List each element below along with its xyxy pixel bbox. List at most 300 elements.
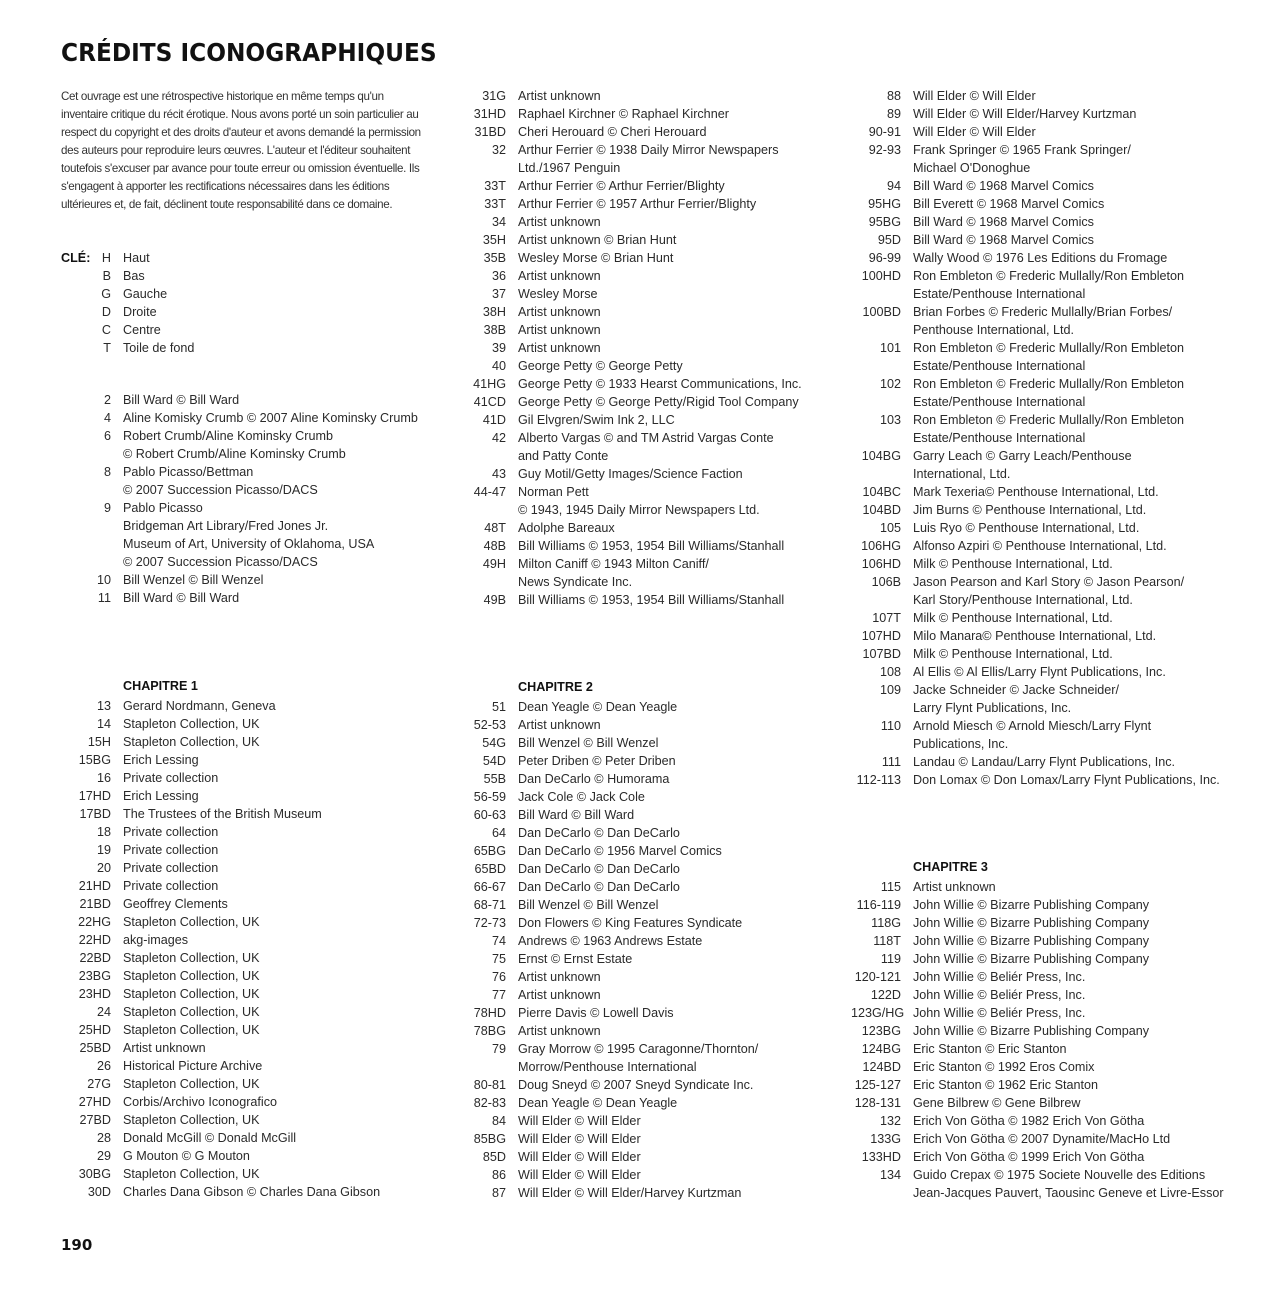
page-reference: 66-67 bbox=[473, 880, 506, 894]
credit-row bbox=[456, 465, 856, 483]
credit-row bbox=[61, 1165, 441, 1183]
credit-text: Ron Embleton © Frederic Mullally/Ron Embleton bbox=[913, 377, 1185, 391]
credit-row bbox=[456, 537, 856, 555]
key-meaning: Droite bbox=[123, 305, 157, 319]
credit-text: John Willie © Bizarre Publishing Company bbox=[913, 1024, 1150, 1038]
page-reference: 39 bbox=[491, 341, 506, 355]
credit-text: Wesley Morse bbox=[518, 287, 598, 301]
credit-row bbox=[851, 663, 1271, 681]
page-reference: 25BD bbox=[79, 1041, 111, 1055]
credit-row bbox=[61, 499, 441, 571]
credit-row bbox=[456, 195, 856, 213]
credit-row bbox=[851, 1112, 1271, 1130]
credit-row bbox=[851, 1040, 1271, 1058]
credit-text: Stapleton Collection, UK bbox=[123, 735, 260, 749]
credit-text: Historical Picture Archive bbox=[123, 1059, 263, 1073]
page-reference: 80-81 bbox=[473, 1078, 506, 1092]
page-reference: 54G bbox=[482, 736, 506, 750]
credit-text: Artist unknown bbox=[518, 215, 601, 229]
credit-text: Will Elder © Will Elder/Harvey Kurtzman bbox=[913, 107, 1137, 121]
credit-text: Adolphe Bareaux bbox=[518, 521, 615, 535]
page-reference: 14 bbox=[96, 717, 111, 731]
page-reference: 85BG bbox=[473, 1132, 506, 1146]
page-reference: 87 bbox=[491, 1186, 506, 1200]
credit-row bbox=[61, 391, 441, 409]
page-reference: 111 bbox=[881, 755, 901, 769]
credit-text: Luis Ryo © Penthouse International, Ltd. bbox=[913, 521, 1140, 535]
credit-row bbox=[61, 1111, 441, 1129]
credit-row bbox=[456, 375, 856, 393]
credit-row bbox=[851, 411, 1271, 447]
credit-row bbox=[851, 141, 1271, 177]
credit-text: Pablo Picasso/Bettman bbox=[123, 465, 254, 479]
credit-row bbox=[456, 824, 856, 842]
credit-text: Alberto Vargas © and TM Astrid Vargas Conte bbox=[518, 431, 774, 445]
page-reference: 133HD bbox=[861, 1150, 901, 1164]
credit-text: John Willie © Bizarre Publishing Company bbox=[913, 934, 1150, 948]
page-reference: 13 bbox=[96, 699, 111, 713]
credit-text: Stapleton Collection, UK bbox=[123, 915, 260, 929]
credit-row bbox=[851, 645, 1271, 663]
credit-row bbox=[456, 896, 856, 914]
credit-text: Stapleton Collection, UK bbox=[123, 717, 260, 731]
page-reference: 26 bbox=[96, 1059, 111, 1073]
page-reference: 96-99 bbox=[868, 251, 901, 265]
credit-row bbox=[456, 1022, 856, 1040]
credit-row bbox=[851, 771, 1271, 789]
credit-row bbox=[851, 1094, 1271, 1112]
page-reference: 2 bbox=[103, 393, 111, 407]
page-reference: 22HG bbox=[78, 915, 111, 929]
credit-row bbox=[456, 788, 856, 806]
credit-text: Dean Yeagle © Dean Yeagle bbox=[518, 1096, 678, 1110]
key-letter: G bbox=[101, 287, 111, 301]
credit-text: Dan DeCarlo © Humorama bbox=[518, 772, 670, 786]
credit-row bbox=[851, 249, 1271, 267]
credit-text: G Mouton © G Mouton bbox=[123, 1149, 250, 1163]
credit-row bbox=[456, 716, 856, 734]
credit-text: Dean Yeagle © Dean Yeagle bbox=[518, 700, 678, 714]
credit-row bbox=[61, 1057, 441, 1075]
credit-row bbox=[61, 715, 441, 733]
intro-paragraph bbox=[61, 88, 433, 214]
credit-text: Al Ellis © Al Ellis/Larry Flynt Publications, Inc. bbox=[913, 665, 1166, 679]
key-meaning: Haut bbox=[123, 251, 150, 265]
credit-text: Arthur Ferrier © Arthur Ferrier/Blighty bbox=[518, 179, 725, 193]
page-reference: 133G bbox=[870, 1132, 901, 1146]
page-reference: 90-91 bbox=[868, 125, 901, 139]
credit-row bbox=[456, 285, 856, 303]
page-reference: 128-131 bbox=[854, 1096, 901, 1110]
credit-row bbox=[456, 267, 856, 285]
page-reference: 95HG bbox=[868, 197, 901, 211]
credit-row bbox=[456, 213, 856, 231]
page-reference: 6 bbox=[103, 429, 111, 443]
credit-row bbox=[851, 950, 1271, 968]
credit-row bbox=[456, 555, 856, 591]
credit-row bbox=[61, 1093, 441, 1111]
credit-text: Stapleton Collection, UK bbox=[123, 951, 260, 965]
credit-text: Milton Caniff © 1943 Milton Caniff/ bbox=[518, 557, 709, 571]
page-reference: 42 bbox=[491, 431, 506, 445]
credit-row bbox=[851, 213, 1271, 231]
credit-row bbox=[851, 177, 1271, 195]
credit-row bbox=[851, 878, 1271, 896]
page-reference: 32 bbox=[491, 143, 506, 157]
credit-row bbox=[851, 105, 1271, 123]
credit-text: George Petty © George Petty/Rigid Tool Company bbox=[518, 395, 799, 409]
credit-text: Private collection bbox=[123, 861, 219, 875]
credit-text: Private collection bbox=[123, 843, 219, 857]
page-reference: 52-53 bbox=[473, 718, 506, 732]
page-reference: 40 bbox=[491, 359, 506, 373]
credit-row bbox=[456, 1004, 856, 1022]
credit-row bbox=[61, 769, 441, 787]
credit-row bbox=[851, 753, 1271, 771]
credit-text: News Syndicate Inc. bbox=[518, 575, 633, 589]
page-reference: 109 bbox=[879, 683, 901, 697]
credit-text: Donald McGill © Donald McGill bbox=[123, 1131, 297, 1145]
page-reference: 56-59 bbox=[473, 790, 506, 804]
credit-row bbox=[456, 357, 856, 375]
page-reference: 27G bbox=[87, 1077, 111, 1091]
credit-text: Private collection bbox=[123, 879, 219, 893]
key-letter: H bbox=[101, 251, 111, 265]
credit-text: Gil Elvgren/Swim Ink 2, LLC bbox=[518, 413, 675, 427]
key-label: CLÉ: bbox=[61, 251, 91, 265]
chapitre-2-list bbox=[456, 698, 856, 1202]
credit-text: Jason Pearson and Karl Story © Jason Pearson/ bbox=[913, 575, 1185, 589]
credit-text: Norman Pett bbox=[518, 485, 589, 499]
page-reference: 68-71 bbox=[473, 898, 506, 912]
page-reference: 41CD bbox=[473, 395, 506, 409]
credit-row bbox=[456, 1040, 856, 1076]
chapitre-3-list bbox=[851, 878, 1271, 1202]
credit-row bbox=[456, 986, 856, 1004]
credit-text: Andrews © 1963 Andrews Estate bbox=[518, 934, 703, 948]
credit-text: Ron Embleton © Frederic Mullally/Ron Embleton bbox=[913, 269, 1185, 283]
credit-row bbox=[851, 717, 1271, 753]
page-reference: 15H bbox=[87, 735, 111, 749]
page-reference: 17HD bbox=[78, 789, 111, 803]
credit-text: Wally Wood © 1976 Les Editions du Fromage bbox=[913, 251, 1168, 265]
credit-text: Raphael Kirchner © Raphael Kirchner bbox=[518, 107, 729, 121]
page-reference: 77 bbox=[491, 988, 506, 1002]
credit-row bbox=[851, 195, 1271, 213]
credit-row bbox=[851, 231, 1271, 249]
credit-text: Jacke Schneider © Jacke Schneider/ bbox=[913, 683, 1119, 697]
page-reference: 20 bbox=[96, 861, 111, 875]
chapitre-3-heading: CHAPITRE 3 bbox=[913, 860, 988, 874]
credit-text: John Willie © Beliér Press, Inc. bbox=[913, 970, 1086, 984]
key-letter: B bbox=[102, 269, 111, 283]
credit-row bbox=[456, 950, 856, 968]
credit-text: The Trustees of the British Museum bbox=[123, 807, 322, 821]
credit-row bbox=[851, 1058, 1271, 1076]
page-reference: 29 bbox=[96, 1149, 111, 1163]
page-reference: 41D bbox=[482, 413, 506, 427]
credit-text: Arnold Miesch © Arnold Miesch/Larry Flynt bbox=[913, 719, 1152, 733]
page-reference: 92-93 bbox=[868, 143, 901, 157]
credit-text: Cheri Herouard © Cheri Herouard bbox=[518, 125, 707, 139]
credit-text: Bill Everett © 1968 Marvel Comics bbox=[913, 197, 1105, 211]
credit-text: Artist unknown bbox=[518, 341, 601, 355]
credit-text: Frank Springer © 1965 Frank Springer/ bbox=[913, 143, 1131, 157]
page-reference: 86 bbox=[491, 1168, 506, 1182]
page-reference: 38B bbox=[483, 323, 506, 337]
key-letter: C bbox=[101, 323, 111, 337]
credit-row bbox=[61, 1021, 441, 1039]
credit-text: Bill Ward © 1968 Marvel Comics bbox=[913, 233, 1094, 247]
credit-text: Artist unknown bbox=[123, 1041, 206, 1055]
intro-text: Cet ouvrage est une rétrospective historique en même temps qu'un inventaire critique du récit érotique. Nous avons porté un soin particulier au respect du copyright et des droits d'auteur et avons demandé la permission des auteurs pour reproduire leurs œuvres. L'auteur et l'éditeur souhaitent toutefois s'excuser par avance pour toute erreur ou omission éventuelle. Ils s'engagent à apporter les rectifications nécessaires dans les éditions ultérieures et, de fait, déclinent toute responsabilité dans ce domaine. bbox=[61, 90, 421, 211]
page-reference: 106HD bbox=[861, 557, 901, 571]
credit-text: Will Elder © Will Elder/Harvey Kurtzman bbox=[518, 1186, 742, 1200]
credit-row bbox=[851, 267, 1271, 303]
page-reference: 31HD bbox=[473, 107, 506, 121]
credit-text: © 1943, 1945 Daily Mirror Newspapers Ltd. bbox=[518, 503, 760, 517]
credit-text: Erich Lessing bbox=[123, 753, 199, 767]
credit-row bbox=[61, 859, 441, 877]
credit-text: Milo Manara© Penthouse International, Ltd. bbox=[913, 629, 1157, 643]
credit-text: John Willie © Bizarre Publishing Company bbox=[913, 952, 1150, 966]
page-reference: 27BD bbox=[79, 1113, 111, 1127]
credit-row bbox=[456, 231, 856, 249]
credit-text: Stapleton Collection, UK bbox=[123, 1167, 260, 1181]
credit-row bbox=[456, 411, 856, 429]
credit-row bbox=[851, 375, 1271, 411]
credit-text: Artist unknown bbox=[518, 1024, 601, 1038]
credit-row bbox=[61, 1147, 441, 1165]
page-reference: 60-63 bbox=[473, 808, 506, 822]
key-letter: T bbox=[103, 341, 111, 355]
credit-row bbox=[851, 339, 1271, 375]
column-2-credits-list bbox=[456, 87, 856, 609]
page-reference: 33T bbox=[484, 197, 506, 211]
page-reference: 95D bbox=[877, 233, 901, 247]
credit-text: Bill Ward © 1968 Marvel Comics bbox=[913, 179, 1094, 193]
page-reference: 100BD bbox=[862, 305, 901, 319]
credit-row bbox=[456, 1184, 856, 1202]
credit-text: Bill Williams © 1953, 1954 Bill Williams/Stanhall bbox=[518, 539, 785, 553]
credit-text: Corbis/Archivo Iconografico bbox=[123, 1095, 277, 1109]
page-reference: 30BG bbox=[78, 1167, 111, 1181]
credit-text: Garry Leach © Garry Leach/Penthouse bbox=[913, 449, 1132, 463]
credit-text: akg-images bbox=[123, 933, 189, 947]
page-reference: 23BG bbox=[78, 969, 111, 983]
page-reference: 123G/HG bbox=[851, 1006, 905, 1020]
credit-row bbox=[61, 1039, 441, 1057]
credit-text: Aline Komisky Crumb © 2007 Aline Kominsky Crumb bbox=[123, 411, 418, 425]
credit-text: Jean-Jacques Pauvert, Taousinc Geneve et Livre-Essor bbox=[913, 1186, 1224, 1200]
page-reference: 49B bbox=[483, 593, 506, 607]
page-reference: 124BD bbox=[862, 1060, 901, 1074]
credit-text: Bill Ward © Bill Ward bbox=[123, 393, 240, 407]
page-reference: 25HD bbox=[78, 1023, 111, 1037]
page-reference: 44-47 bbox=[473, 485, 506, 499]
page-reference: 49H bbox=[482, 557, 506, 571]
credit-row bbox=[61, 571, 441, 589]
credit-text: Dan DeCarlo © Dan DeCarlo bbox=[518, 862, 680, 876]
page-reference: 118G bbox=[871, 916, 901, 930]
page-reference: 85D bbox=[482, 1150, 506, 1164]
credit-row bbox=[456, 914, 856, 932]
credit-text: Don Flowers © King Features Syndicate bbox=[518, 916, 743, 930]
page-reference: 95BG bbox=[868, 215, 901, 229]
credit-row bbox=[456, 698, 856, 716]
credit-row bbox=[456, 1166, 856, 1184]
page-reference: 22HD bbox=[78, 933, 111, 947]
page-reference: 104BC bbox=[862, 485, 901, 499]
page-reference: 105 bbox=[879, 521, 901, 535]
credit-text: George Petty © George Petty bbox=[518, 359, 683, 373]
page-reference: 106HG bbox=[861, 539, 901, 553]
credit-row bbox=[851, 932, 1271, 950]
credit-text: John Willie © Beliér Press, Inc. bbox=[913, 1006, 1086, 1020]
credit-row bbox=[61, 931, 441, 949]
page-reference: 120-121 bbox=[854, 970, 901, 984]
credit-text: Bill Wenzel © Bill Wenzel bbox=[518, 736, 659, 750]
page-reference: 28 bbox=[96, 1131, 111, 1145]
credit-row bbox=[456, 105, 856, 123]
credit-text: Artist unknown bbox=[913, 880, 996, 894]
credit-text: Will Elder © Will Elder bbox=[913, 89, 1036, 103]
credit-row bbox=[851, 1166, 1271, 1202]
page-reference: 21HD bbox=[78, 879, 111, 893]
credit-row bbox=[851, 896, 1271, 914]
credit-row bbox=[851, 447, 1271, 483]
credit-row bbox=[61, 1129, 441, 1147]
credit-text: Jack Cole © Jack Cole bbox=[518, 790, 645, 804]
page-reference: 18 bbox=[96, 825, 111, 839]
credit-text: Artist unknown bbox=[518, 89, 601, 103]
credit-text: Private collection bbox=[123, 825, 219, 839]
front-credits-list bbox=[61, 391, 441, 607]
credit-text: Pablo Picasso bbox=[123, 501, 203, 515]
credit-text: Estate/Penthouse International bbox=[913, 359, 1086, 373]
credit-text: Artist unknown bbox=[518, 269, 601, 283]
credit-text: Erich Von Götha © 2007 Dynamite/MacHo Ltd bbox=[913, 1132, 1171, 1146]
credit-text: Gerard Nordmann, Geneva bbox=[123, 699, 276, 713]
credit-row bbox=[61, 985, 441, 1003]
credit-row bbox=[456, 1076, 856, 1094]
page-reference: 132 bbox=[879, 1114, 901, 1128]
credit-row bbox=[456, 932, 856, 950]
credit-text: Stapleton Collection, UK bbox=[123, 1023, 260, 1037]
key-meaning: Gauche bbox=[123, 287, 168, 301]
chapitre-1-heading: CHAPITRE 1 bbox=[123, 679, 198, 693]
credit-text: Dan DeCarlo © Dan DeCarlo bbox=[518, 826, 680, 840]
credit-text: Gray Morrow © 1995 Caragonne/Thornton/ bbox=[518, 1042, 759, 1056]
page-reference: 54D bbox=[482, 754, 506, 768]
page-reference: 74 bbox=[491, 934, 506, 948]
credit-text: Estate/Penthouse International bbox=[913, 431, 1086, 445]
credit-row bbox=[456, 806, 856, 824]
page-reference: 76 bbox=[491, 970, 506, 984]
page-reference: 116-119 bbox=[856, 898, 901, 912]
credit-row bbox=[61, 877, 441, 895]
page-reference: 48T bbox=[484, 521, 506, 535]
page-reference: 31BD bbox=[474, 125, 506, 139]
key-meaning: Centre bbox=[123, 323, 161, 337]
credit-row bbox=[851, 986, 1271, 1004]
page-reference: 123BG bbox=[861, 1024, 901, 1038]
credit-text: Ron Embleton © Frederic Mullally/Ron Embleton bbox=[913, 413, 1185, 427]
credit-row bbox=[61, 751, 441, 769]
credit-text: Milk © Penthouse International, Ltd. bbox=[913, 557, 1113, 571]
page-reference: 8 bbox=[103, 465, 111, 479]
credit-text: Ernst © Ernst Estate bbox=[518, 952, 633, 966]
page-reference: 102 bbox=[879, 377, 901, 391]
page-reference: 103 bbox=[879, 413, 901, 427]
credit-row bbox=[456, 249, 856, 267]
credit-text: Bill Ward © Bill Ward bbox=[123, 591, 240, 605]
credit-row bbox=[851, 914, 1271, 932]
page-reference: 64 bbox=[491, 826, 506, 840]
credit-row bbox=[851, 1004, 1271, 1022]
column-3-credits-list bbox=[851, 87, 1271, 789]
page-reference: 38H bbox=[482, 305, 506, 319]
credit-row bbox=[456, 303, 856, 321]
credit-row bbox=[851, 87, 1271, 105]
credit-text: and Patty Conte bbox=[518, 449, 609, 463]
page-reference: 35B bbox=[483, 251, 506, 265]
page-reference: 48B bbox=[483, 539, 506, 553]
page-reference: 43 bbox=[491, 467, 506, 481]
page-reference: 119 bbox=[880, 952, 901, 966]
credit-text: © Robert Crumb/Aline Kominsky Crumb bbox=[123, 447, 346, 461]
page-reference: 88 bbox=[886, 89, 901, 103]
credit-row bbox=[456, 429, 856, 465]
credit-text: Karl Story/Penthouse International, Ltd. bbox=[913, 593, 1133, 607]
credit-row bbox=[851, 483, 1271, 501]
credit-text: Charles Dana Gibson © Charles Dana Gibson bbox=[123, 1185, 381, 1199]
credit-text: Publications, Inc. bbox=[913, 737, 1009, 751]
credit-text: Stapleton Collection, UK bbox=[123, 969, 260, 983]
credit-row bbox=[851, 609, 1271, 627]
credit-text: Artist unknown bbox=[518, 305, 601, 319]
credit-row bbox=[456, 968, 856, 986]
credit-text: Will Elder © Will Elder bbox=[518, 1114, 641, 1128]
credit-row bbox=[456, 1130, 856, 1148]
credit-row bbox=[851, 681, 1271, 717]
credit-row bbox=[851, 501, 1271, 519]
credit-row bbox=[456, 123, 856, 141]
credit-text: Morrow/Penthouse International bbox=[518, 1060, 697, 1074]
credit-row bbox=[456, 591, 856, 609]
credit-text: Ltd./1967 Penguin bbox=[518, 161, 621, 175]
credit-text: Milk © Penthouse International, Ltd. bbox=[913, 611, 1113, 625]
credit-text: Eric Stanton © 1962 Eric Stanton bbox=[913, 1078, 1098, 1092]
credit-text: Erich Von Götha © 1999 Erich Von Götha bbox=[913, 1150, 1145, 1164]
credit-row bbox=[61, 427, 441, 463]
page-reference: 22BD bbox=[79, 951, 111, 965]
page-reference: 104BG bbox=[861, 449, 901, 463]
page-reference: 100HD bbox=[861, 269, 901, 283]
credit-text: Guy Motil/Getty Images/Science Faction bbox=[518, 467, 743, 481]
page-reference: 35H bbox=[482, 233, 506, 247]
page-reference: 4 bbox=[103, 411, 111, 425]
credit-text: Artist unknown bbox=[518, 970, 601, 984]
chapitre-1-list bbox=[61, 697, 441, 1201]
credit-text: Bill Wenzel © Bill Wenzel bbox=[123, 573, 264, 587]
credit-text: Private collection bbox=[123, 771, 219, 785]
credit-row bbox=[851, 1076, 1271, 1094]
credit-row bbox=[61, 1075, 441, 1093]
page-reference: 19 bbox=[96, 843, 111, 857]
credit-row bbox=[61, 805, 441, 823]
credit-row bbox=[456, 842, 856, 860]
